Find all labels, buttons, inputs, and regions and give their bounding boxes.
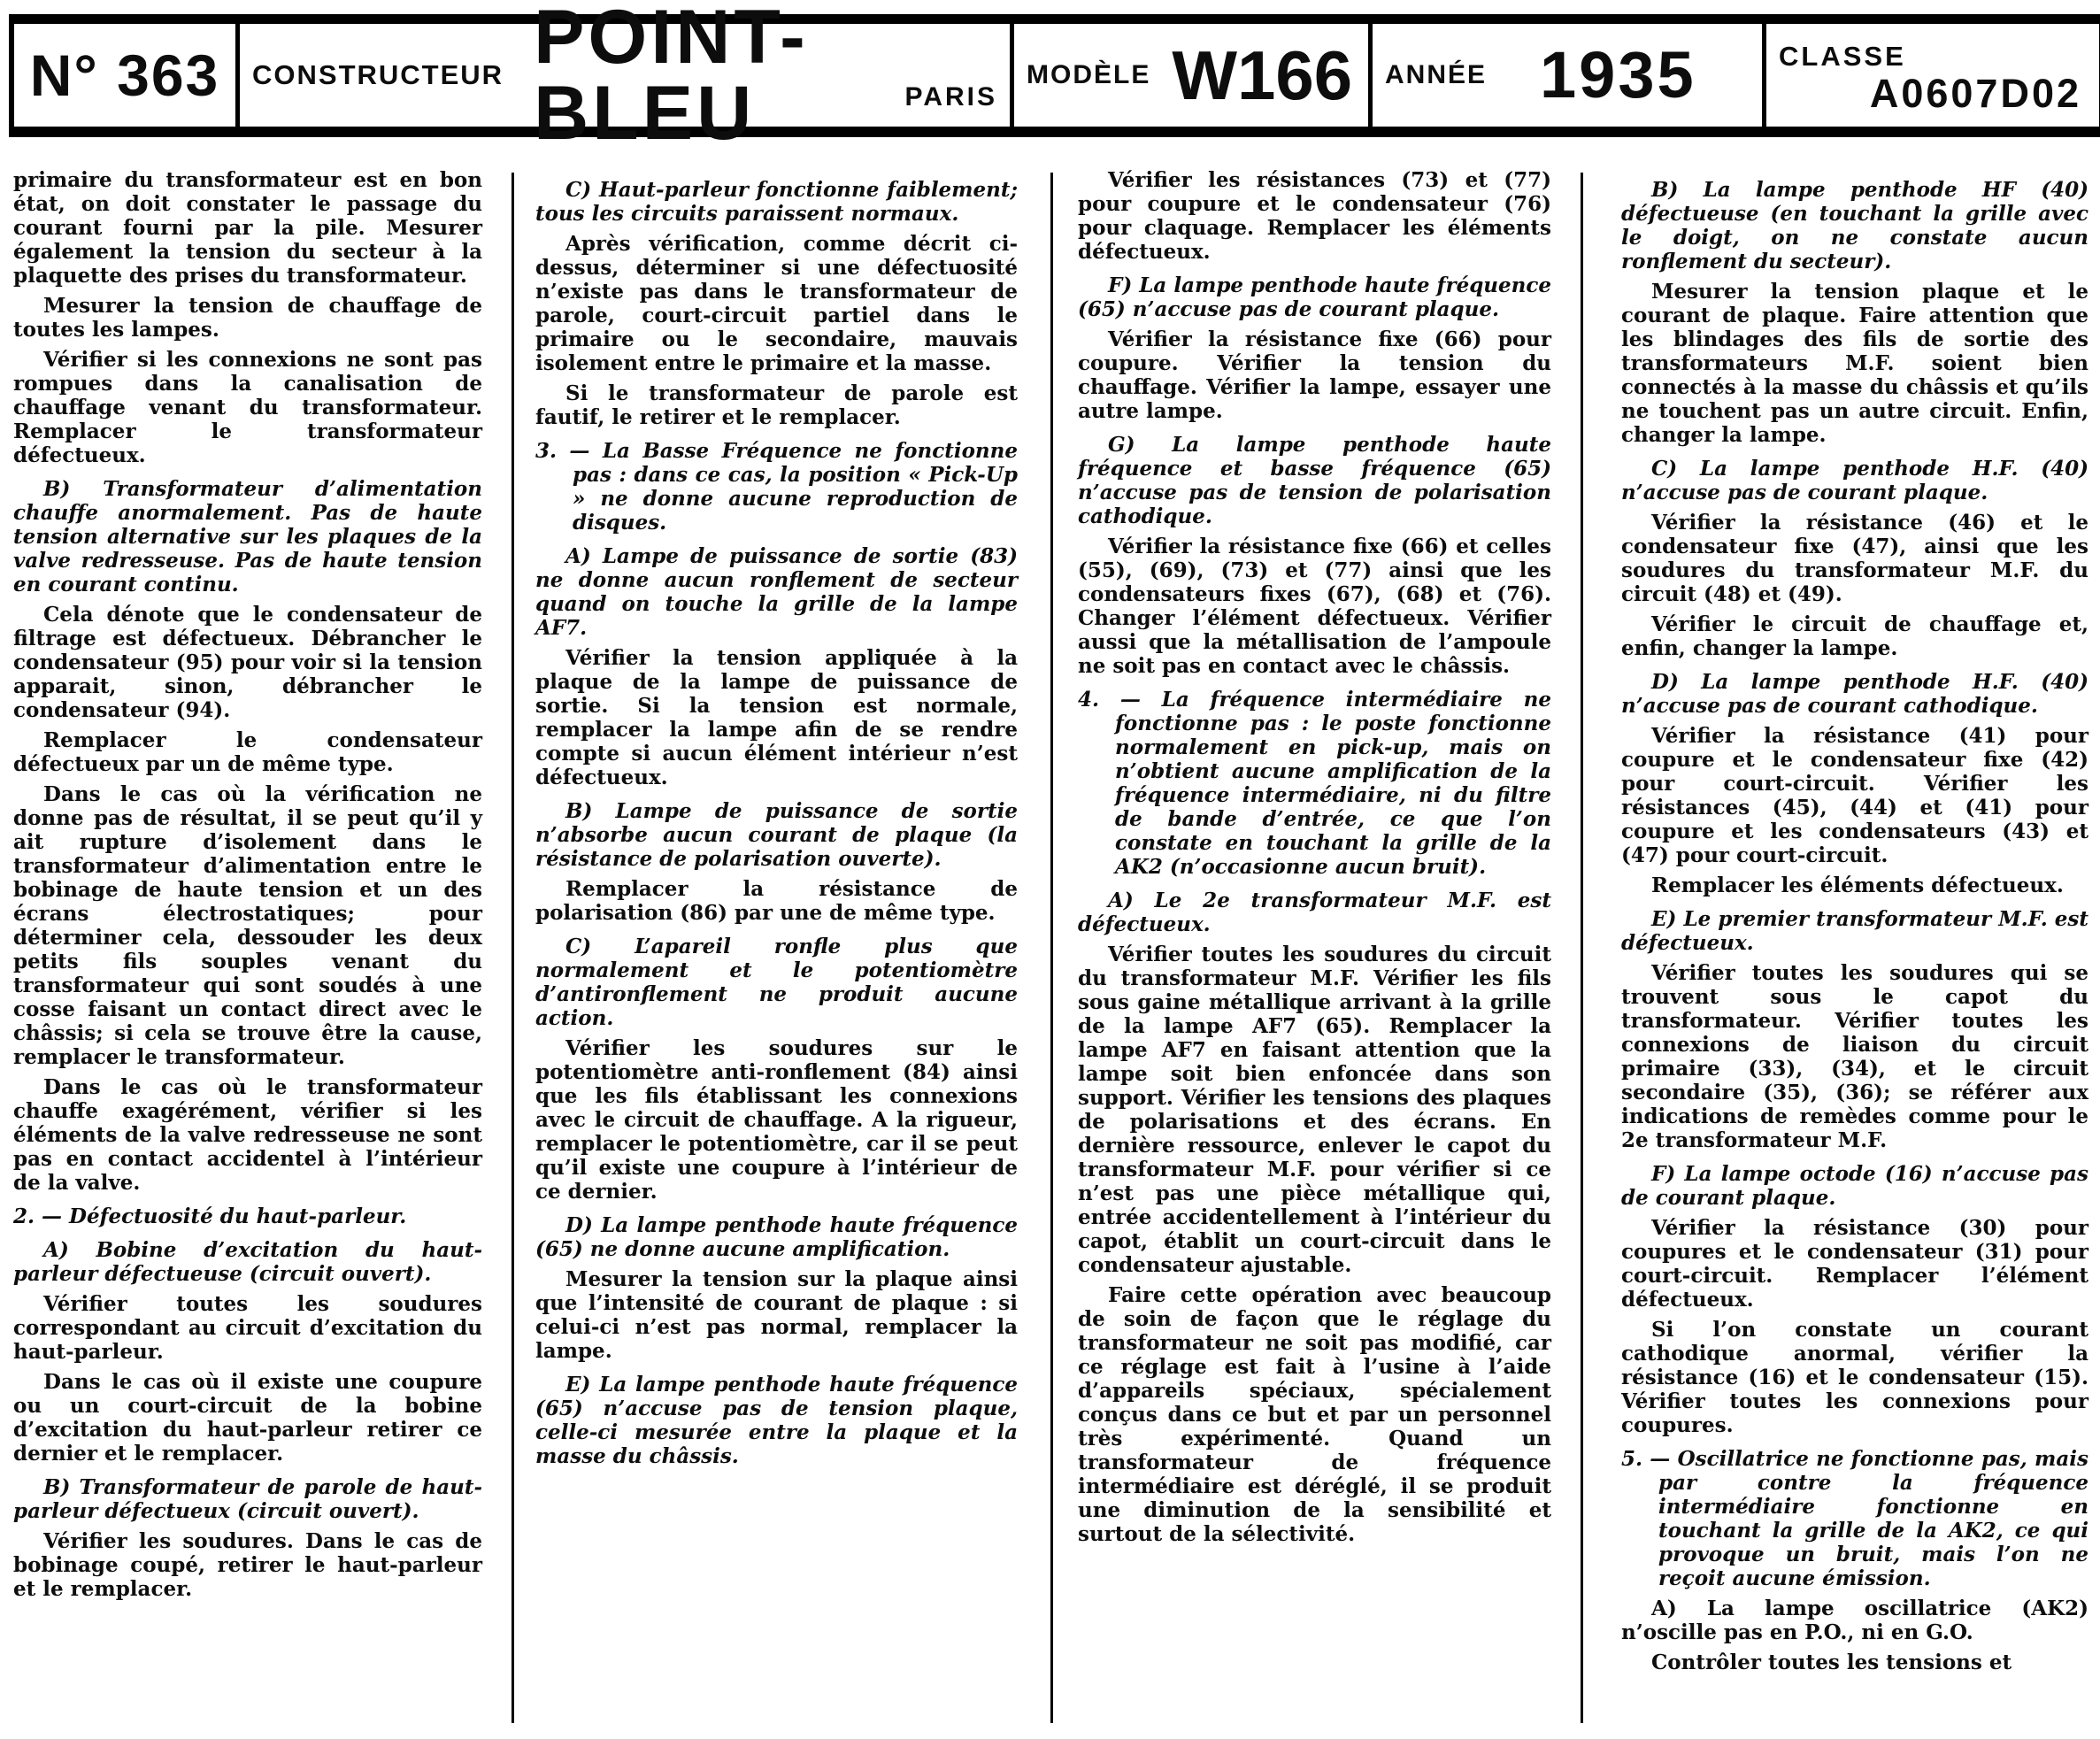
paragraph: 3. — La Basse Fréquence ne fonctionne pas : dans ce cas, la position « Pick-Up » ne donne aucune reproduction de disques. bbox=[535, 439, 1018, 535]
paragraph: Vérifier les soudures. Dans le cas de bobinage coupé, retirer le haut-parleur et le remplacer. bbox=[13, 1529, 482, 1601]
paragraph: E) La lampe penthode haute fréquence (65) n’accuse pas de tension plaque, celle-ci mesurée entre la plaque et la masse du châssis. bbox=[535, 1373, 1018, 1468]
paragraph: Remplacer les éléments défectueux. bbox=[1651, 873, 2064, 897]
paragraph: Mesurer la tension sur la plaque ainsi que l’intensité de courant de plaque : si celui-ci n’est pas normal, remplacer la lampe. bbox=[535, 1267, 1018, 1363]
classe-cell bbox=[1762, 24, 2099, 127]
text-column-3 bbox=[1078, 168, 1551, 1552]
column-divider bbox=[1581, 173, 1583, 1723]
paragraph: Après vérification, comme décrit ci-dessus, déterminer si une défectuosité n’existe pas dans le transformateur de parole, court-circuit partiel dans le primaire ou le secondaire, mauvais isolement entre le primaire et la masse. bbox=[535, 232, 1018, 375]
paragraph: B) Lampe de puissance de sortie n’absorbe aucun courant de plaque (la résistance de polarisation ouverte). bbox=[535, 799, 1018, 871]
service-sheet-header bbox=[9, 0, 2100, 156]
paragraph: Vérifier toutes les soudures qui se trouvent sous le capot du transformateur. Vérifier toutes les connexions de liaison du circuit primaire (33), (34), et le circuit secondaire (35), (36); se référer aux indications de remèdes comme pour le 2e transformateur M.F. bbox=[1621, 961, 2088, 1152]
paragraph: D) La lampe penthode haute fréquence (65) ne donne aucune amplification. bbox=[535, 1213, 1018, 1261]
paragraph: Vérifier les résistances (73) et (77) pour coupure et le condensateur (76) pour claquage. Remplacer les éléments défectueux. bbox=[1078, 168, 1551, 264]
sheet-number: N° 363 bbox=[29, 42, 220, 108]
paragraph: Si l’on constate un courant cathodique anormal, vérifier la résistance (16) et le condensateur (15). Vérifier toutes les connexions pour coupures. bbox=[1621, 1318, 2088, 1437]
constructeur-label: CONSTRUCTEUR bbox=[252, 59, 504, 90]
paragraph: Mesurer la tension plaque et le courant de plaque. Faire attention que les blindages des fils de sortie des transformateurs M.F. soient bien connectés à la masse du châssis et qu’ils ne touchent pas un autre circuit. Enfin, changer la lampe. bbox=[1621, 280, 2088, 447]
text-column-2 bbox=[535, 168, 1018, 1474]
paragraph: Cela dénote que le condensateur de filtrage est défectueux. Débrancher le condensateur (95) pour voir si la tension apparait, sinon, débrancher le condensateur (94). bbox=[13, 603, 482, 722]
paragraph: Dans le cas où le transformateur chauffe exagérément, vérifier si les éléments de la valve redresseuse ne sont pas en contact accidentel à l’intérieur de la valve. bbox=[13, 1075, 482, 1195]
paragraph: B) La lampe penthode HF (40) défectueuse (en touchant la grille avec le doigt, on ne constate aucun ronflement du secteur). bbox=[1621, 178, 2088, 273]
paragraph: Vérifier la résistance fixe (66) pour coupure. Vérifier la tension du chauffage. Vérifier la lampe, essayer une autre lampe. bbox=[1078, 327, 1551, 423]
paragraph: C) Haut-parleur fonctionne faiblement; tous les circuits paraissent normaux. bbox=[535, 178, 1018, 226]
modele-label: MODÈLE bbox=[1027, 60, 1151, 89]
annee-cell bbox=[1368, 24, 1762, 127]
modele-cell bbox=[1010, 24, 1368, 127]
paragraph: 5. — Oscillatrice ne fonctionne pas, mais par contre la fréquence intermédiaire fonctionne en touchant la grille de la AK2, ce qui provoque un bruit, mais l’on ne reçoit aucune émission. bbox=[1621, 1447, 2088, 1590]
paragraph: Dans le cas où il existe une coupure ou un court-circuit de la bobine d’excitation du haut-parleur retirer ce dernier et le remplacer. bbox=[13, 1370, 482, 1466]
sheet-number-cell bbox=[14, 24, 235, 127]
paragraph: C) L’apareil ronfle plus que normalement et le potentiomètre d’antironflement ne produit aucune action. bbox=[535, 935, 1018, 1030]
paragraph: Dans le cas où la vérification ne donne pas de résultat, il se peut qu’il y ait rupture d’isolement dans le transformateur d’alimentation entre le bobinage de haute tension et un des écrans électrostatiques; pour déterminer cela, dessouder les deux petits fils souples venant du transformateur qui sont soudés à une cosse faisant un contact direct avec le châssis; si cela se trouve être la cause, remplacer le transformateur. bbox=[13, 782, 482, 1069]
annee-value: 1935 bbox=[1540, 38, 1696, 112]
paragraph: Vérifier la résistance (46) et le condensateur fixe (47), ainsi que les soudures du transformateur M.F. du circuit (48) et (49). bbox=[1621, 511, 2088, 606]
paragraph: B) Transformateur de parole de haut-parleur défectueux (circuit ouvert). bbox=[13, 1475, 482, 1523]
annee-label: ANNÉE bbox=[1385, 60, 1488, 89]
paragraph: G) La lampe penthode haute fréquence et basse fréquence (65) n’accuse pas de tension de polarisation cathodique. bbox=[1078, 433, 1551, 528]
paragraph: Mesurer la tension de chauffage de toutes les lampes. bbox=[13, 294, 482, 342]
paragraph: Vérifier la tension appliquée à la plaque de la lampe de puissance de sortie. Si la tension est normale, remplacer la lampe afin de se rendre compte si aucun élément intérieur n’est défectueux. bbox=[535, 646, 1018, 789]
column-divider bbox=[512, 173, 514, 1723]
paragraph: A) Le 2e transformateur M.F. est défectueux. bbox=[1078, 889, 1551, 936]
paragraph: A) Lampe de puissance de sortie (83) ne donne aucun ronflement de secteur quand on touche la grille de la lampe AF7. bbox=[535, 544, 1018, 640]
paragraph: primaire du transformateur est en bon état, on doit constater le passage du courant fourni par la pile. Mesurer également la tension du secteur à la plaquette des prises du transformateur. bbox=[13, 168, 482, 288]
constructeur-cell bbox=[235, 0, 1010, 156]
page-body bbox=[0, 168, 2100, 1739]
paragraph: F) La lampe octode (16) n’accuse pas de courant plaque. bbox=[1621, 1162, 2088, 1210]
paragraph: Vérifier la résistance (30) pour coupures et le condensateur (31) pour court-circuit. Remplacer l’élément défectueux. bbox=[1621, 1216, 2088, 1312]
paragraph: A) Bobine d’excitation du haut-parleur défectueuse (circuit ouvert). bbox=[13, 1238, 482, 1286]
paragraph: Vérifier si les connexions ne sont pas rompues dans la canalisation de chauffage venant du transformateur. Remplacer le transformateur défectueux. bbox=[13, 348, 482, 467]
paragraph: Contrôler toutes les tensions et bbox=[1651, 1651, 2012, 1674]
modele-value: W166 bbox=[1172, 36, 1353, 114]
paragraph: Remplacer le condensateur défectueux par un de même type. bbox=[13, 728, 482, 776]
constructeur-city: PARIS bbox=[904, 82, 997, 112]
column-divider bbox=[1050, 173, 1053, 1723]
paragraph: A) La lampe oscillatrice (AK2) n’oscille pas en P.O., ni en G.O. bbox=[1621, 1597, 2088, 1644]
text-column-4 bbox=[1621, 168, 2088, 1681]
paragraph: Vérifier le circuit de chauffage et, enfin, changer la lampe. bbox=[1621, 612, 2088, 660]
paragraph: Vérifier la résistance (41) pour coupure et le condensateur fixe (42) pour court-circuit. Vérifier les résistances (45), (44) et (41) pour coupure et les condensateurs (43) et (47) pour court-circuit. bbox=[1621, 724, 2088, 867]
paragraph: Vérifier la résistance fixe (66) et celles (55), (69), (73) et (77) ainsi que les condensateurs fixes (67), (68) et (76). Changer l’élément défectueux. Vérifier aussi que la métallisation de l’ampoule ne soit pas en contact avec le châssis. bbox=[1078, 535, 1551, 678]
constructeur-name: POINT-BLEU bbox=[534, 0, 809, 156]
paragraph: Vérifier les soudures sur le potentiomètre anti-ronflement (84) ainsi que les fils établissant les connexions avec le circuit de chauffage. A la rigueur, remplacer le potentiomètre, car il se peut qu’il existe une coupure à l’intérieur de ce dernier. bbox=[535, 1036, 1018, 1204]
paragraph: Vérifier toutes les soudures correspondant au circuit d’excitation du haut-parleur. bbox=[13, 1292, 482, 1364]
classe-value: A0607D02 bbox=[1869, 71, 2081, 117]
paragraph: D) La lampe penthode H.F. (40) n’accuse pas de courant cathodique. bbox=[1621, 670, 2088, 718]
paragraph: Remplacer la résistance de polarisation (86) par une de même type. bbox=[535, 877, 1018, 925]
classe-label: CLASSE bbox=[1779, 41, 1906, 73]
text-column-1 bbox=[13, 168, 482, 1607]
paragraph: C) La lampe penthode H.F. (40) n’accuse pas de courant plaque. bbox=[1621, 457, 2088, 504]
paragraph: 2. — Défectuosité du haut-parleur. bbox=[13, 1204, 407, 1228]
paragraph: Si le transformateur de parole est fautif, le retirer et le remplacer. bbox=[535, 381, 1018, 429]
paragraph: F) La lampe penthode haute fréquence (65) n’accuse pas de courant plaque. bbox=[1078, 273, 1551, 321]
paragraph: E) Le premier transformateur M.F. est défectueux. bbox=[1621, 907, 2088, 955]
paragraph: B) Transformateur d’alimentation chauffe anormalement. Pas de haute tension alternative sur les plaques de la valve redresseuse. Pas de haute tension en courant continu. bbox=[13, 477, 482, 596]
paragraph: 4. — La fréquence intermédiaire ne fonctionne pas : le poste fonctionne normalement en pick-up, mais on n’obtient aucune amplification de la fréquence intermédiaire, ni du filtre de bande d’entrée, ce que l’on constate en touchant la grille de la AK2 (n’occasionne aucun bruit). bbox=[1078, 688, 1551, 879]
paragraph: Faire cette opération avec beaucoup de soin de façon que le réglage du transformateur ne soit pas modifié, car ce réglage est fait à l’usine à l’aide d’appareils spéciaux, spécialement conçus dans ce but et par un personnel très expérimenté. Quand un transformateur de fréquence intermédiaire est déréglé, il se produit une diminution de la sensibilité et surtout de la sélectivité. bbox=[1078, 1283, 1551, 1546]
paragraph: Vérifier toutes les soudures du circuit du transformateur M.F. Vérifier les fils sous gaine métallique arrivant à la grille de la lampe AF7 (65). Remplacer la lampe AF7 en faisant attention que la lampe soit bien enfoncée dans son support. Vérifier les tensions des plaques de polarisations et des écrans. En dernière ressource, enlever le capot du transformateur M.F. pour vérifier si ce n’est pas une pièce métallique qui, entrée accidentellement à l’intérieur du capot, établit un court-circuit dans le condensateur ajustable. bbox=[1078, 943, 1551, 1277]
